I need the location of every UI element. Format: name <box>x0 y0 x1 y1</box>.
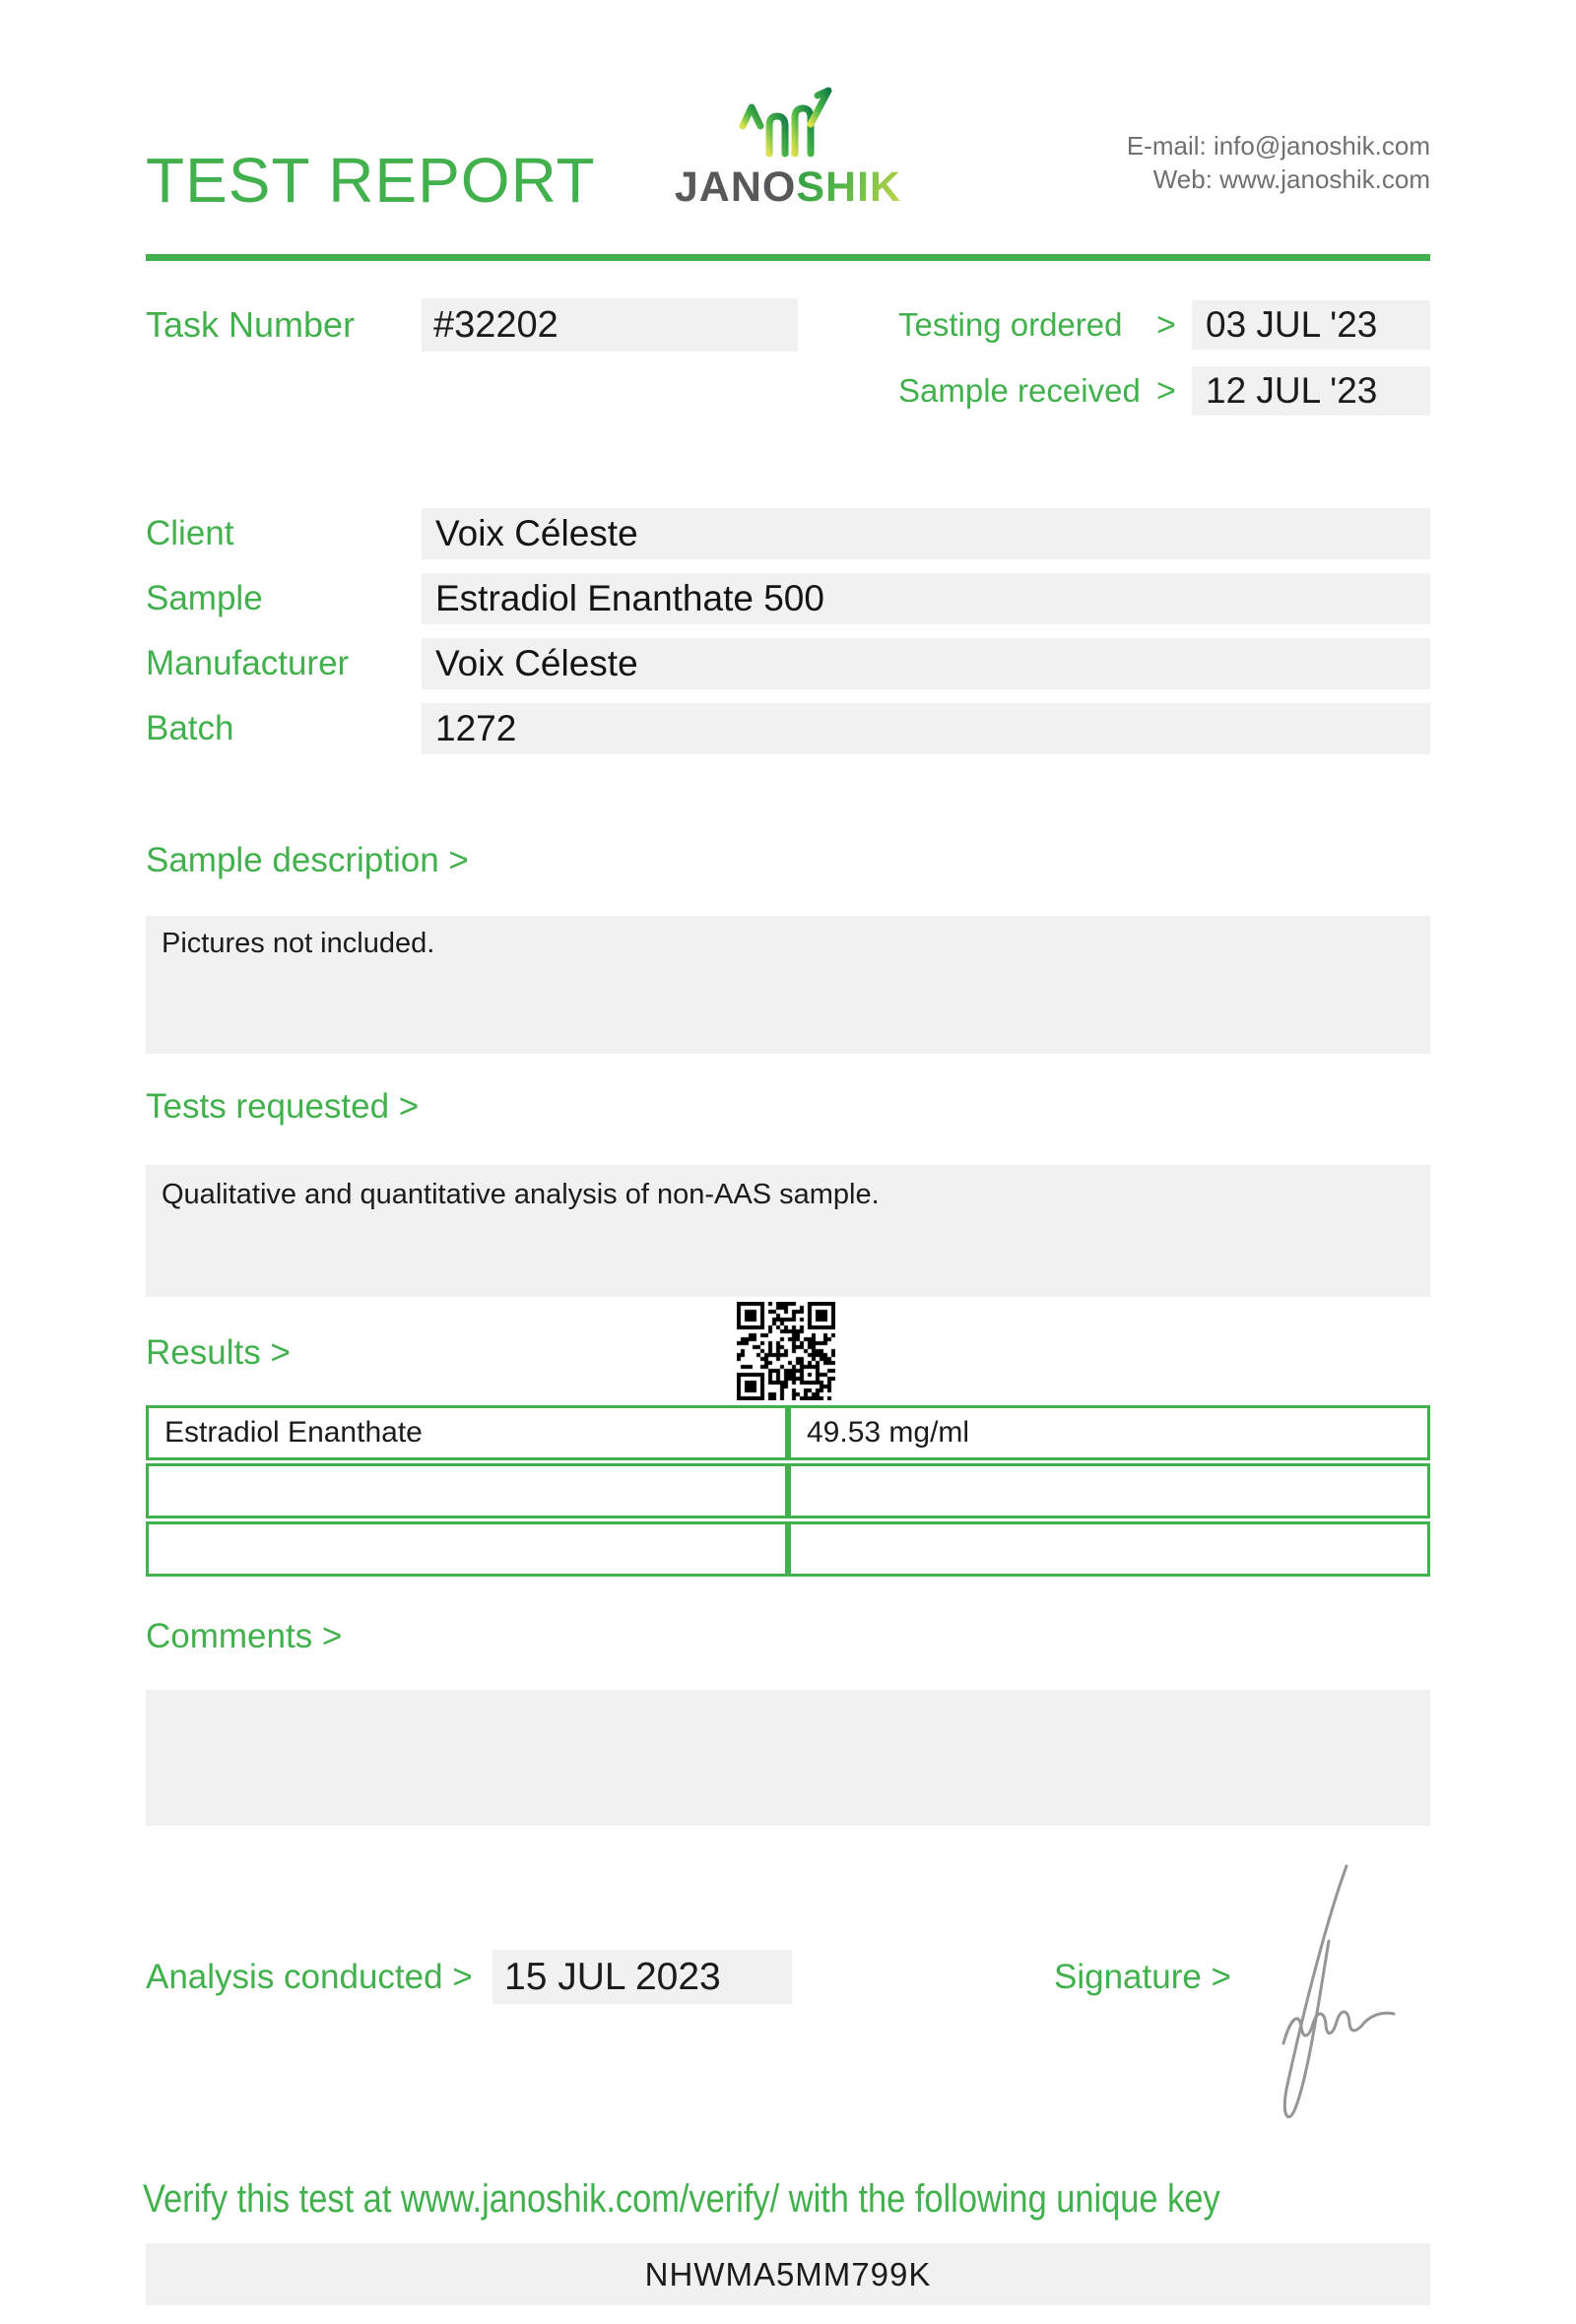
comments-heading: Comments > <box>146 1617 343 1655</box>
qr-code <box>737 1302 835 1400</box>
sample-description-heading: Sample description > <box>146 841 469 879</box>
sample-label: Sample <box>146 579 263 617</box>
task-number-label: Task Number <box>146 304 356 345</box>
sample-received-arrow: > <box>1156 372 1176 410</box>
results-row <box>146 1463 1430 1518</box>
contact-email: E-mail: info@janoshik.com <box>1126 131 1430 161</box>
sample-description-box: Pictures not included. <box>146 916 1430 1054</box>
manufacturer-label: Manufacturer <box>146 644 350 682</box>
signature-image <box>1226 1856 1409 2137</box>
results-row <box>146 1405 1430 1460</box>
signature-label: Signature > <box>1054 1958 1231 1996</box>
contact-web: Web: www.janoshik.com <box>1152 164 1430 194</box>
growth-chart-icon <box>739 79 837 161</box>
testing-ordered-arrow: > <box>1156 306 1176 344</box>
verify-instruction: Verify this test at www.janoshik.com/verify/ with the following unique key <box>143 2177 1220 2221</box>
manufacturer-value: Voix Céleste <box>422 638 1430 689</box>
analysis-conducted-label: Analysis conducted > <box>146 1958 473 1996</box>
logo-shik: SHIK <box>796 163 902 211</box>
tests-requested-box: Qualitative and quantitative analysis of non-AAS sample. <box>146 1165 1430 1297</box>
result-analyte <box>146 1463 788 1518</box>
result-value: 49.53 mg/ml <box>788 1405 1430 1460</box>
client-value: Voix Céleste <box>422 508 1430 559</box>
sample-received-date: 12 JUL '23 <box>1192 366 1430 416</box>
results-row <box>146 1521 1430 1577</box>
unique-key-value: NHWMA5MM799K <box>146 2243 1430 2305</box>
result-analyte: Estradiol Enanthate <box>146 1405 788 1460</box>
client-label: Client <box>146 514 234 552</box>
testing-ordered-label: Testing ordered <box>898 306 1123 343</box>
comments-box <box>146 1690 1430 1826</box>
task-number-value: #32202 <box>422 298 798 352</box>
page-title: TEST REPORT <box>146 145 596 216</box>
logo-wordmark <box>650 163 926 212</box>
batch-label: Batch <box>146 709 234 747</box>
batch-value: 1272 <box>422 703 1430 754</box>
header-divider <box>146 254 1430 261</box>
tests-requested-heading: Tests requested > <box>146 1087 420 1126</box>
testing-ordered-date: 03 JUL '23 <box>1192 300 1430 350</box>
results-heading: Results > <box>146 1333 291 1372</box>
logo-jano: JANO <box>674 163 797 211</box>
analysis-date-value: 15 JUL 2023 <box>492 1950 792 2004</box>
sample-value: Estradiol Enanthate 500 <box>422 573 1430 624</box>
result-value <box>788 1521 1430 1577</box>
result-analyte <box>146 1521 788 1577</box>
result-value <box>788 1463 1430 1518</box>
sample-received-label: Sample received <box>898 372 1141 409</box>
contact-info <box>1127 129 1430 196</box>
